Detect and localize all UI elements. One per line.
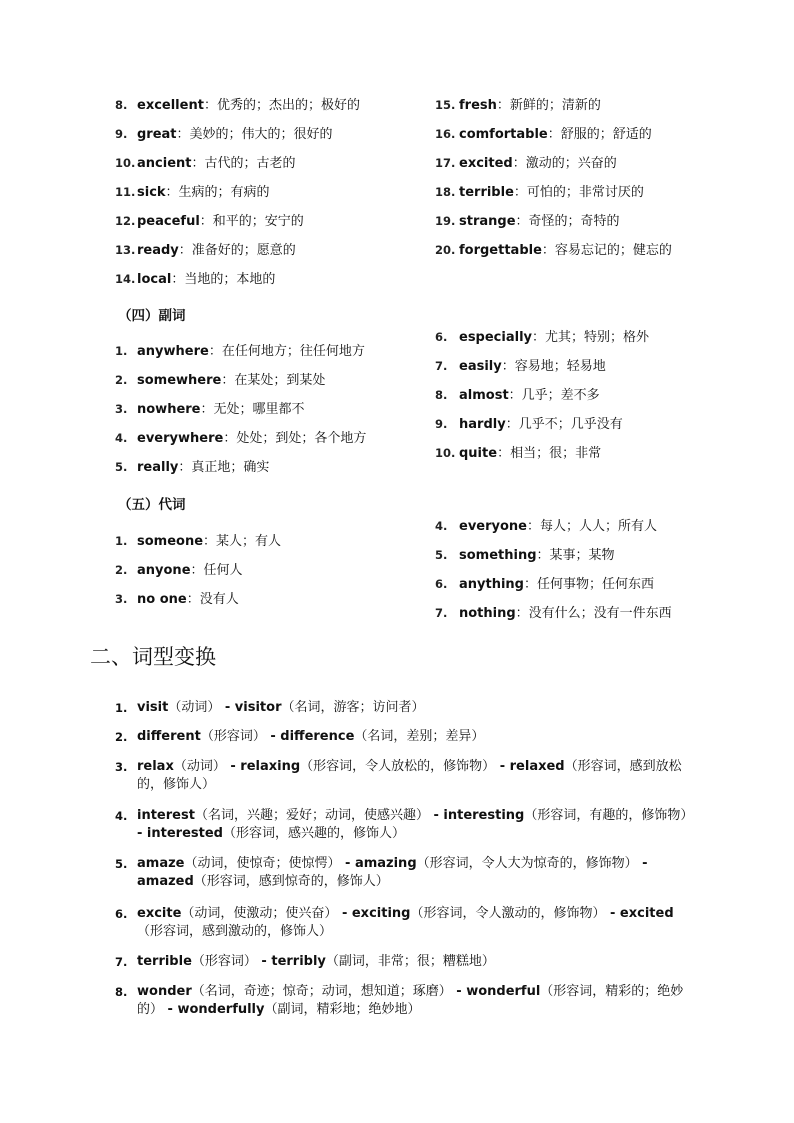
transform-text: [137, 728, 695, 746]
vocab-meaning: ：几乎不；几乎没有: [505, 417, 623, 432]
vocab-meaning: ：当地的；本地的: [171, 272, 276, 287]
vocab-meaning: ：处处；到处；各个地方: [223, 431, 367, 446]
item-number: 5.: [115, 460, 128, 474]
item-number: 16.: [435, 127, 456, 141]
item-number: 17.: [435, 156, 456, 170]
vocab-word: ancient: [137, 156, 192, 171]
vocab-word: everyone: [459, 519, 527, 534]
item-number: 8.: [435, 388, 448, 402]
word-form: - terribly: [256, 954, 326, 969]
word-form: interest: [137, 808, 195, 823]
vocab-item: [435, 126, 672, 155]
vocab-item: [435, 329, 649, 358]
transform-item: [115, 699, 695, 717]
word-form-note: （形容词）: [200, 729, 266, 744]
vocab-word: especially: [459, 330, 532, 345]
word-form: - relaxed: [495, 759, 565, 774]
vocab-item: [435, 213, 672, 242]
transform-text: [137, 758, 695, 794]
item-number: 1.: [115, 344, 128, 358]
vocab-meaning: ：优秀的；杰出的；极好的: [203, 98, 360, 113]
item-number: 19.: [435, 214, 456, 228]
item-number: 6.: [435, 330, 448, 344]
adverbs-heading: （四）副词: [118, 308, 186, 324]
item-number: 9.: [435, 417, 448, 431]
vocab-meaning: ：可怕的；非常讨厌的: [513, 185, 644, 200]
vocab-item: [115, 401, 366, 430]
vocab-item: [435, 605, 672, 634]
word-form: - excited: [605, 906, 674, 921]
adverbs-right-list: [435, 329, 649, 474]
word-form-note: （动词，使惊奇；使惊愕）: [184, 856, 341, 871]
pronouns-left-list: [115, 533, 281, 620]
vocab-word: no one: [137, 592, 187, 607]
vocab-word: nowhere: [137, 402, 201, 417]
vocab-word: comfortable: [459, 127, 548, 142]
vocab-word: everywhere: [137, 431, 224, 446]
item-number: 10.: [115, 156, 136, 170]
item-number: 7.: [115, 955, 128, 969]
word-form: - wonderful: [451, 984, 541, 999]
item-number: 4.: [115, 431, 128, 445]
item-number: 6.: [115, 907, 128, 921]
item-number: 2.: [115, 730, 128, 744]
vocab-word: sick: [137, 185, 166, 200]
vocab-word: quite: [459, 446, 498, 461]
vocab-item: [115, 242, 360, 271]
vocab-item: [435, 242, 672, 271]
vocab-meaning: ：无处；哪里都不: [200, 402, 305, 417]
word-form-note: （动词，使激动；使兴奋）: [181, 906, 338, 921]
word-form: different: [137, 729, 201, 744]
word-form: amaze: [137, 856, 185, 871]
transform-text: [137, 699, 695, 717]
vocab-word: terrible: [459, 185, 514, 200]
vocab-meaning: ：真正地；确实: [178, 460, 270, 475]
item-number: 12.: [115, 214, 136, 228]
vocab-item: [435, 97, 672, 126]
word-form: - interesting: [428, 808, 525, 823]
vocab-word: anyone: [137, 563, 191, 578]
item-number: 3.: [115, 402, 128, 416]
vocab-meaning: ：准备好的；愿意的: [178, 243, 296, 258]
word-form-note: （名词，奇迹；惊奇；动词，想知道；琢磨）: [191, 984, 452, 999]
vocab-item: [435, 445, 649, 474]
vocab-word: great: [137, 127, 177, 142]
vocab-word: something: [459, 548, 537, 563]
vocab-meaning: ：每人；人人；所有人: [527, 519, 658, 534]
transform-text: [137, 953, 695, 971]
vocab-word: nothing: [459, 606, 516, 621]
item-number: 15.: [435, 98, 456, 112]
word-form: - relaxing: [225, 759, 301, 774]
vocab-word: local: [137, 272, 172, 287]
adjectives-left-list: [115, 97, 360, 300]
word-form-note: （形容词，感到惊奇的，修饰人）: [193, 874, 389, 889]
vocab-item: [115, 591, 281, 620]
vocab-meaning: ：生病的；有病的: [165, 185, 270, 200]
item-number: 6.: [435, 577, 448, 591]
item-number: 18.: [435, 185, 456, 199]
vocab-meaning: ：没有什么；没有一件东西: [515, 606, 672, 621]
item-number: 10.: [435, 446, 456, 460]
adverbs-left-list: [115, 343, 366, 488]
word-form: - interested: [137, 826, 223, 841]
word-form: relax: [137, 759, 174, 774]
item-number: 3.: [115, 592, 128, 606]
item-number: 7.: [435, 359, 448, 373]
vocab-word: somewhere: [137, 373, 222, 388]
vocab-word: easily: [459, 359, 502, 374]
vocab-item: [115, 126, 360, 155]
transform-item: [115, 953, 695, 971]
word-form: - difference: [265, 729, 355, 744]
vocab-word: excited: [459, 156, 513, 171]
vocab-item: [435, 387, 649, 416]
vocab-meaning: ：某事；某物: [536, 548, 615, 563]
word-form: wonder: [137, 984, 192, 999]
vocab-word: strange: [459, 214, 516, 229]
vocab-meaning: ：奇怪的；奇特的: [515, 214, 620, 229]
transform-item: [115, 905, 695, 941]
word-form: - amazing: [340, 856, 417, 871]
word-form-note: （形容词，令人激动的，修饰物）: [410, 906, 606, 921]
item-number: 4.: [435, 519, 448, 533]
vocab-item: [115, 562, 281, 591]
word-form-note: （名词，游客；访问者）: [281, 700, 425, 715]
word-form-note: （形容词，精彩的；绝妙的）: [137, 984, 684, 1017]
vocab-word: hardly: [459, 417, 506, 432]
vocab-meaning: ：容易忘记的；健忘的: [541, 243, 672, 258]
vocab-item: [435, 184, 672, 213]
vocab-meaning: ：没有人: [186, 592, 239, 607]
word-form: - visitor: [220, 700, 282, 715]
word-form-note: （动词）: [168, 700, 221, 715]
vocab-word: almost: [459, 388, 509, 403]
word-form: visit: [137, 700, 169, 715]
pronouns-right-list: [435, 518, 672, 634]
item-number: 8.: [115, 98, 128, 112]
word-form-note: （形容词，感到放松的，修饰人）: [137, 759, 682, 792]
adjectives-right-list: [435, 97, 672, 271]
vocab-meaning: ：和平的；安宁的: [199, 214, 304, 229]
vocab-meaning: ：尤其；特别；格外: [532, 330, 650, 345]
word-form: excite: [137, 906, 182, 921]
word-form-note: （副词，非常；很；糟糕地）: [325, 954, 495, 969]
vocab-meaning: ：某人；有人: [203, 534, 282, 549]
word-form-note: （形容词，感到激动的，修饰人）: [137, 924, 333, 939]
vocab-item: [115, 271, 360, 300]
transform-item: [115, 728, 695, 746]
item-number: 5.: [115, 857, 128, 871]
vocab-item: [115, 533, 281, 562]
vocab-item: [115, 459, 366, 488]
word-form-note: （形容词，令人大为惊奇的，修饰物）: [416, 856, 638, 871]
vocab-meaning: ：新鲜的；清新的: [496, 98, 601, 113]
word-form-note: （形容词，有趣的，修饰物）: [524, 808, 694, 823]
word-form-note: （副词，精彩地；绝妙地）: [264, 1002, 421, 1017]
vocab-word: peaceful: [137, 214, 200, 229]
section-title: 二、词型变换: [90, 645, 216, 669]
vocab-word: fresh: [459, 98, 497, 113]
word-form-note: （形容词，感兴趣的，修饰人）: [222, 826, 405, 841]
item-number: 1.: [115, 534, 128, 548]
vocab-meaning: ：容易地；轻易地: [501, 359, 606, 374]
word-form: terrible: [137, 954, 192, 969]
item-number: 2.: [115, 373, 128, 387]
vocab-item: [115, 155, 360, 184]
transform-text: [137, 807, 695, 843]
vocab-meaning: ：几乎；差不多: [508, 388, 600, 403]
vocab-meaning: ：任何事物；任何东西: [524, 577, 655, 592]
item-number: 9.: [115, 127, 128, 141]
vocab-meaning: ：在某处；到某处: [221, 373, 326, 388]
transform-item: [115, 855, 695, 891]
vocab-item: [115, 372, 366, 401]
vocab-meaning: ：在任何地方；往任何地方: [208, 344, 365, 359]
word-form-note: （形容词，令人放松的，修饰物）: [300, 759, 496, 774]
vocab-item: [115, 97, 360, 126]
vocab-item: [435, 155, 672, 184]
vocab-item: [115, 430, 366, 459]
transform-text: [137, 983, 695, 1019]
item-number: 11.: [115, 185, 136, 199]
word-form-note: （名词，兴趣；爱好；动词，使感兴趣）: [194, 808, 429, 823]
vocab-word: anywhere: [137, 344, 209, 359]
vocab-word: forgettable: [459, 243, 542, 258]
vocab-meaning: ：舒服的；舒适的: [547, 127, 652, 142]
item-number: 3.: [115, 760, 128, 774]
vocab-meaning: ：古代的；古老的: [191, 156, 296, 171]
word-form-note: （动词）: [173, 759, 226, 774]
word-form: - amazed: [137, 856, 648, 889]
pronouns-heading: （五）代词: [118, 497, 186, 513]
item-number: 5.: [435, 548, 448, 562]
vocab-item: [435, 358, 649, 387]
vocab-meaning: ：激动的；兴奋的: [512, 156, 617, 171]
vocab-meaning: ：相当；很；非常: [497, 446, 602, 461]
item-number: 20.: [435, 243, 456, 257]
transform-text: [137, 905, 695, 941]
item-number: 2.: [115, 563, 128, 577]
vocab-item: [435, 416, 649, 445]
word-form-note: （形容词）: [191, 954, 257, 969]
vocab-item: [435, 518, 672, 547]
vocab-item: [115, 213, 360, 242]
vocab-item: [435, 576, 672, 605]
vocab-word: ready: [137, 243, 179, 258]
item-number: 7.: [435, 606, 448, 620]
word-form: - wonderfully: [163, 1002, 265, 1017]
item-number: 14.: [115, 272, 136, 286]
transform-text: [137, 855, 695, 891]
transform-item: [115, 807, 695, 843]
vocab-word: really: [137, 460, 179, 475]
vocab-word: excellent: [137, 98, 204, 113]
word-form: - exciting: [337, 906, 411, 921]
transform-item: [115, 758, 695, 794]
item-number: 4.: [115, 809, 128, 823]
vocab-meaning: ：任何人: [190, 563, 243, 578]
vocab-word: someone: [137, 534, 204, 549]
vocab-item: [115, 184, 360, 213]
word-form-note: （名词，差别；差异）: [354, 729, 485, 744]
vocab-item: [115, 343, 366, 372]
vocab-item: [435, 547, 672, 576]
transform-item: [115, 983, 695, 1019]
item-number: 8.: [115, 985, 128, 999]
vocab-meaning: ：美妙的；伟大的；很好的: [176, 127, 333, 142]
item-number: 1.: [115, 701, 128, 715]
vocab-word: anything: [459, 577, 524, 592]
item-number: 13.: [115, 243, 136, 257]
